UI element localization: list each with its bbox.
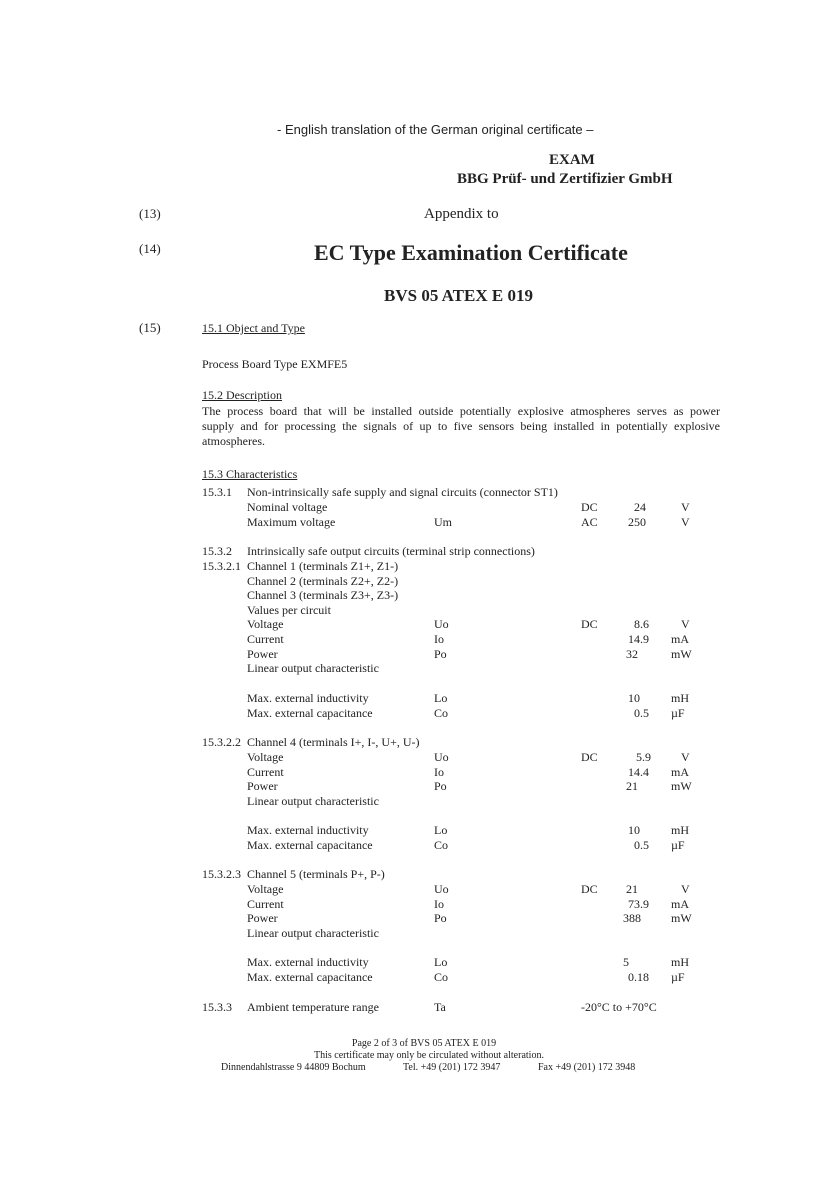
- row-symbol: Io: [434, 897, 444, 911]
- row-label: Current: [247, 897, 284, 911]
- row-symbol: Um: [434, 515, 452, 529]
- marker-13: (13): [139, 206, 161, 221]
- row-label: Voltage: [247, 750, 284, 764]
- issuer-company: BBG Prüf- und Zertifizier GmbH: [457, 171, 673, 187]
- channel-title: Channel 4 (terminals I+, I-, U+, U-): [247, 735, 420, 749]
- section-15-3-2-number: 15.3.2: [202, 544, 232, 558]
- footer-page: Page 2 of 3 of BVS 05 ATEX E 019: [351, 1038, 497, 1049]
- row-label: Max. external capacitance: [247, 838, 373, 852]
- issuer-name: EXAM: [549, 152, 595, 168]
- row-label: Nominal voltage: [247, 500, 328, 514]
- section-15-3-heading: 15.3 Characteristics: [202, 467, 298, 481]
- row-unit: µF: [671, 838, 685, 852]
- ambient-temp-range: -20°C to +70°C: [581, 1000, 657, 1014]
- channel-line: Channel 3 (terminals Z3+, Z3-): [247, 588, 399, 602]
- description-line: The process board that will be installed outside potentially explosive atmospheres serves as power: [202, 404, 720, 418]
- row-value: 0.5: [634, 706, 649, 720]
- description-paragraph: [202, 404, 720, 449]
- row-label: Current: [247, 765, 284, 779]
- row-symbol: Io: [434, 765, 444, 779]
- section-15-1-heading: 15.1 Object and Type: [202, 321, 305, 335]
- footer-fax: Fax +49 (201) 172 3948: [538, 1062, 636, 1073]
- row-label: Voltage: [247, 882, 284, 896]
- description-line: atmospheres.: [202, 434, 265, 448]
- row-unit: mA: [671, 897, 689, 911]
- marker-15: (15): [139, 320, 161, 335]
- channel-title: Channel 5 (terminals P+, P-): [247, 867, 385, 881]
- channel-line: Channel 2 (terminals Z2+, Z2-): [247, 574, 399, 588]
- row-symbol: Co: [434, 838, 449, 852]
- page-title: EC Type Examination Certificate: [314, 240, 628, 265]
- row-label: Linear output characteristic: [247, 661, 379, 675]
- ambient-temp-label: Ambient temperature range: [247, 1000, 379, 1014]
- row-symbol: Po: [434, 911, 447, 925]
- section-15-3-1-title: Non-intrinsically safe supply and signal circuits (connector ST1): [247, 485, 558, 499]
- row-value: 10: [628, 823, 640, 837]
- row-value: 250: [628, 515, 646, 529]
- row-symbol: Uo: [434, 750, 449, 764]
- row-type: DC: [581, 882, 598, 896]
- channel-line: Channel 1 (terminals Z1+, Z1-): [247, 559, 399, 573]
- row-label: Power: [247, 911, 278, 925]
- row-value: 21: [626, 779, 638, 793]
- row-unit: V: [681, 500, 690, 514]
- section-15-3-2-2-number: 15.3.2.2: [202, 735, 241, 749]
- row-unit: V: [681, 750, 690, 764]
- section-15-3-3-number: 15.3.3: [202, 1000, 232, 1014]
- row-value: 5: [623, 955, 629, 969]
- row-unit: mA: [671, 765, 689, 779]
- row-unit: mH: [671, 823, 689, 837]
- row-label: Voltage: [247, 617, 284, 631]
- ambient-temp-symbol: Ta: [434, 1000, 446, 1014]
- row-unit: mA: [671, 632, 689, 646]
- certificate-number: BVS 05 ATEX E 019: [384, 286, 533, 305]
- row-symbol: Uo: [434, 617, 449, 631]
- row-unit: µF: [671, 706, 685, 720]
- row-value: 14.9: [628, 632, 649, 646]
- row-symbol: Co: [434, 970, 449, 984]
- row-label: Power: [247, 779, 278, 793]
- row-value: 8.6: [634, 617, 649, 631]
- row-label: Max. external inductivity: [247, 955, 369, 969]
- row-value: 0.5: [634, 838, 649, 852]
- row-value: 10: [628, 691, 640, 705]
- section-15-3-2-3-number: 15.3.2.3: [202, 867, 241, 881]
- row-value: 21: [626, 882, 638, 896]
- row-unit: mW: [671, 779, 692, 793]
- row-value: 0.18: [628, 970, 649, 984]
- row-label: Linear output characteristic: [247, 926, 379, 940]
- row-unit: µF: [671, 970, 685, 984]
- row-symbol: Lo: [434, 691, 448, 705]
- channel-line: Values per circuit: [247, 603, 331, 617]
- row-unit: mH: [671, 955, 689, 969]
- row-value: 24: [634, 500, 646, 514]
- footer-notice: This certificate may only be circulated without alteration.: [314, 1050, 544, 1061]
- section-15-3-2-1-number: 15.3.2.1: [202, 559, 241, 573]
- row-value: 388: [623, 911, 641, 925]
- section-15-2-heading: 15.2 Description: [202, 388, 282, 402]
- row-label: Max. external inductivity: [247, 823, 369, 837]
- row-label: Current: [247, 632, 284, 646]
- row-label: Maximum voltage: [247, 515, 336, 529]
- row-symbol: Po: [434, 647, 447, 661]
- row-type: DC: [581, 500, 598, 514]
- row-type: AC: [581, 515, 598, 529]
- section-15-3-2-title: Intrinsically safe output circuits (terminal strip connections): [247, 544, 535, 558]
- row-symbol: Uo: [434, 882, 449, 896]
- row-symbol: Io: [434, 632, 444, 646]
- row-type: DC: [581, 750, 598, 764]
- row-label: Max. external capacitance: [247, 970, 373, 984]
- translation-note: - English translation of the German original certificate –: [277, 122, 594, 137]
- row-symbol: Lo: [434, 955, 448, 969]
- footer-tel: Tel. +49 (201) 172 3947: [403, 1062, 501, 1073]
- row-symbol: Co: [434, 706, 449, 720]
- row-unit: mW: [671, 647, 692, 661]
- row-unit: mW: [671, 911, 692, 925]
- row-symbol: Lo: [434, 823, 448, 837]
- row-unit: V: [681, 882, 690, 896]
- row-label: Max. external inductivity: [247, 691, 369, 705]
- row-symbol: Po: [434, 779, 447, 793]
- footer-address: Dinnendahlstrasse 9 44809 Bochum: [221, 1062, 366, 1073]
- row-label: Power: [247, 647, 278, 661]
- object-type-text: Process Board Type EXMFE5: [202, 357, 348, 371]
- row-unit: mH: [671, 691, 689, 705]
- row-value: 32: [626, 647, 638, 661]
- row-label: Linear output characteristic: [247, 794, 379, 808]
- description-line: supply and for processing the signals of up to five sensors being installed in potentially explosive: [202, 419, 720, 433]
- row-value: 73.9: [628, 897, 649, 911]
- row-value: 14.4: [628, 765, 649, 779]
- row-label: Max. external capacitance: [247, 706, 373, 720]
- section-15-3-1-number: 15.3.1: [202, 485, 232, 499]
- appendix-label: Appendix to: [424, 206, 499, 222]
- row-unit: V: [681, 617, 690, 631]
- marker-14: (14): [139, 241, 161, 256]
- row-value: 5.9: [636, 750, 651, 764]
- row-unit: V: [681, 515, 690, 529]
- row-type: DC: [581, 617, 598, 631]
